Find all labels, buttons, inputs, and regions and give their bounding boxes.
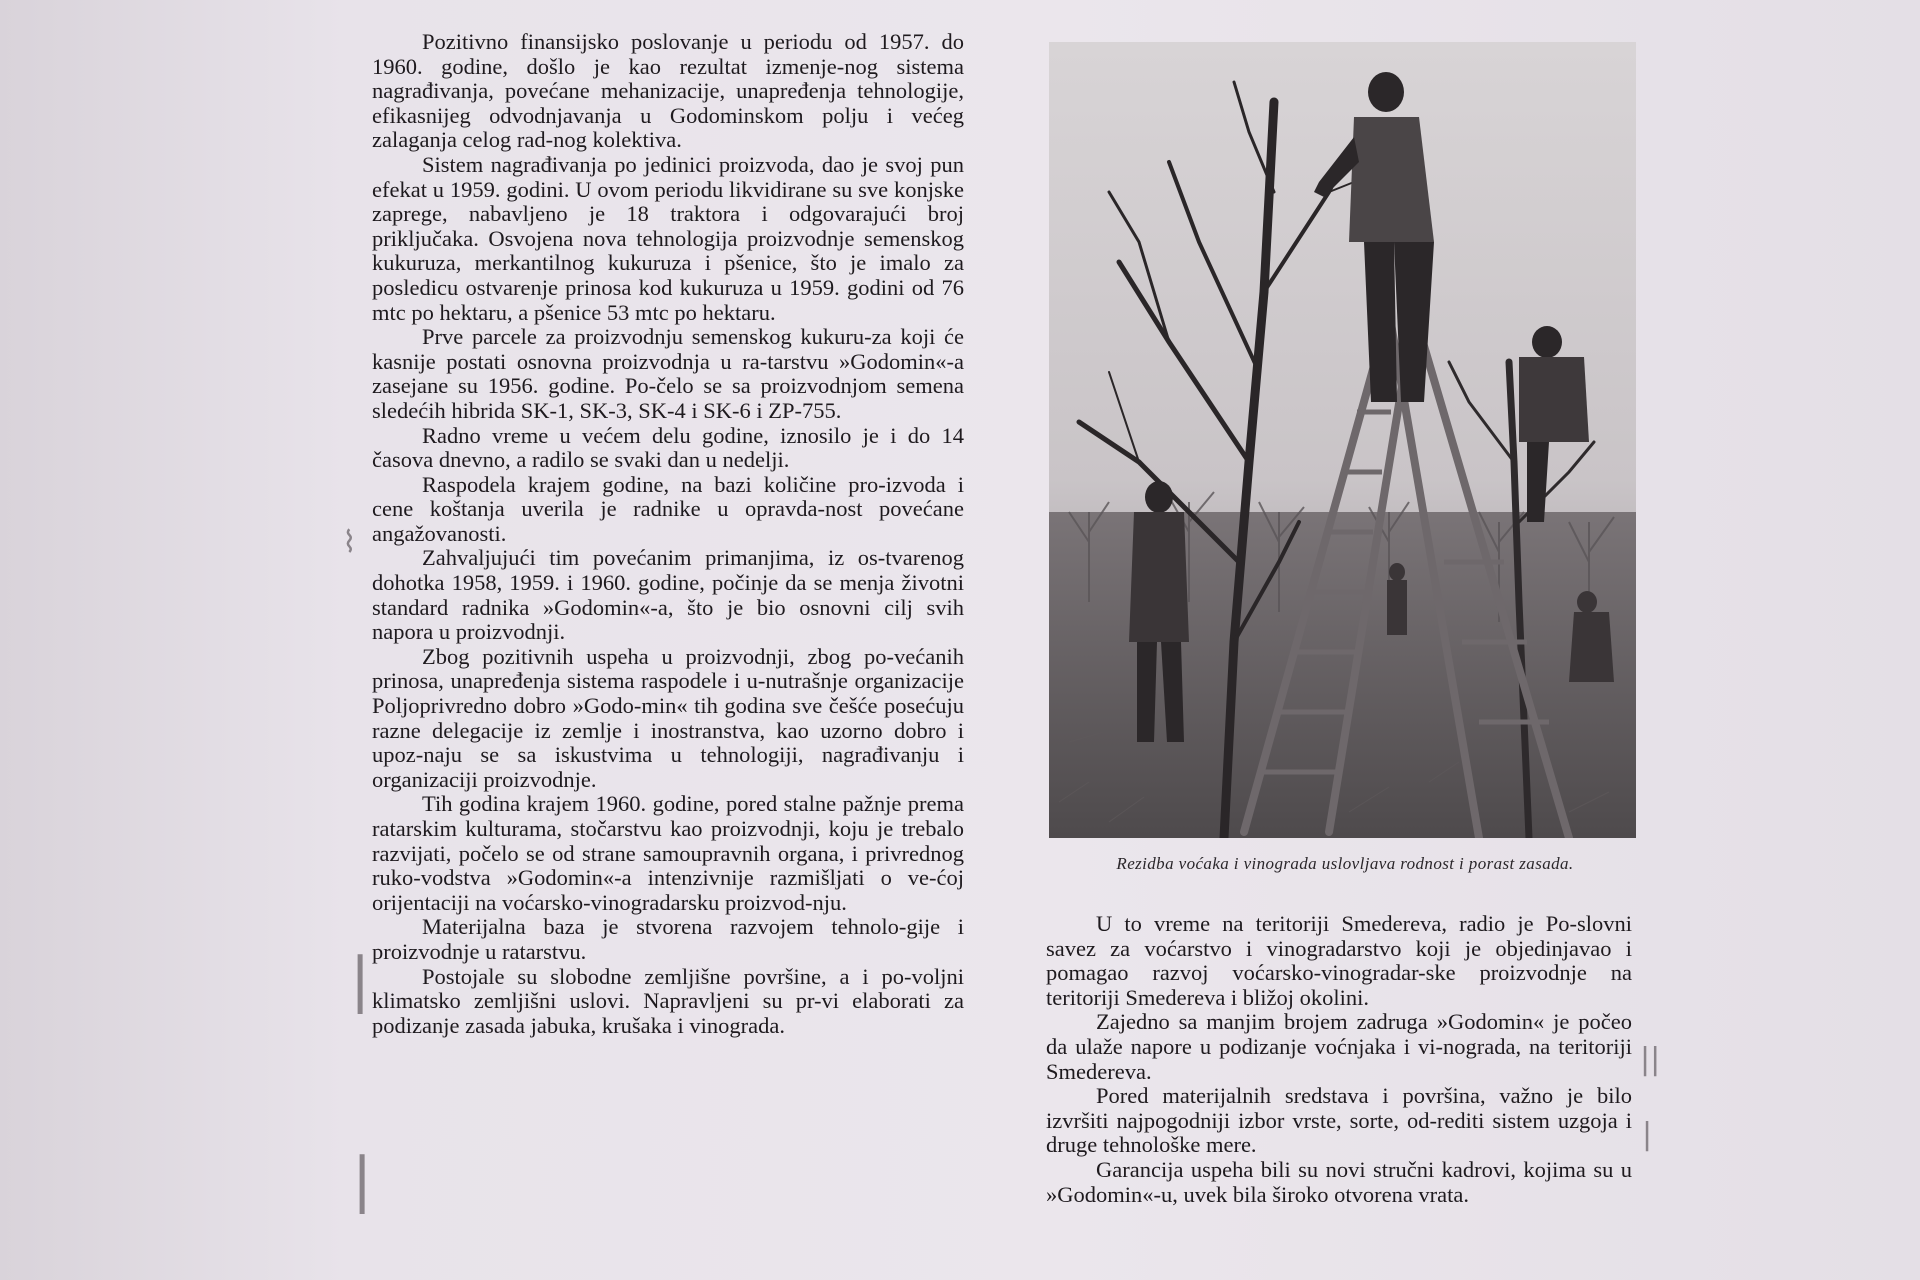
margin-pencil-mark: || bbox=[1640, 1042, 1661, 1077]
paragraph: Zbog pozitivnih uspeha u proizvodnji, zbog po-većanih prinosa, unapređenja sistema raspodele i u-nutrašnje organizacije Poljoprivredno dobro »Godo-min« tih godina sve češće posećuju razne delegacije iz zemlje i inostranstva, kao uzorno dobro i upoz-naju se sa iskustvima u tehnologiji, nagrađivanju i organizaciji proizvodnje. bbox=[372, 643, 964, 792]
paragraph: Sistem nagrađivanja po jedinici proizvoda, dao je svoj pun efekat u 1959. godini. U ovom periodu likvidirane su sve konjske zaprege, nabavljeno je 18 traktora i odgovarajući broj priključaka. Osvojena nova tehnologija proizvodnje semenskog kukuruza, merkantilnog kukuruza i pšenice, što je imalo za posledicu ostvarenje prinosa kod kukuruza u 1959. godini od 76 mtc po hektaru, a pšenice 53 mtc po hektaru. bbox=[372, 151, 964, 325]
paragraph: Prve parcele za proizvodnju semenskog kukuru-za koji će kasnije postati osnovna proizvodnja u ra-tarstvu »Godomin«-a zasejane su 1956. godine. Po-čelo se sa proizvodnjom semena sledećih hibrida SK-1, SK-3, SK-4 i SK-6 i ZP-755. bbox=[372, 324, 964, 423]
paragraph: Pozitivno finansijsko poslovanje u periodu od 1957. do 1960. godine, došlo je kao rezultat izmenje-nog sistema nagrađivanja, povećane mehanizacije, unapređenja tehnologije, efikasnijeg odvodnjavanja u Godominskom polju i većeg zalaganja celog rad-nog kolektiva. bbox=[372, 29, 964, 153]
photo-caption: Rezidba voćaka i vinograda uslovljava rodnost i porast zasada. bbox=[1116, 854, 1574, 873]
photo-illustration bbox=[1049, 42, 1636, 838]
paragraph: Postojale su slobodne zemljišne površine, a i po-voljni klimatsko zemljišni uslovi. Napravljeni su pr-vi elaborati za podizanje zasada jabuka, krušaka i vinograda. bbox=[372, 963, 964, 1038]
paragraph: U to vreme na teritoriji Smedereva, radio je Po-slovni savez za voćarstvo i vinogradarstvo koji je objedinjavao i pomagao razvoj voćarsko-vinogradar-ske proizvodnje na teritoriji Smedereva i bližoj okolini. bbox=[1046, 911, 1632, 1010]
left-text-column bbox=[372, 30, 964, 1038]
margin-pencil-mark: | bbox=[352, 1145, 373, 1215]
paragraph: Zahvaljujući tim povećanim primanjima, iz os-tvarenog dohotka 1958, 1959. i 1960. godine, počinje da se menja životni standard radnika »Godomin«-a, što je bio osnovni cilj svih napora u proizvodnji. bbox=[372, 545, 964, 645]
orchard-pruning-photo bbox=[1049, 42, 1636, 838]
paragraph: Tih godina krajem 1960. godine, pored stalne pažnje prema ratarskim kulturama, stočarstvu kao proizvodnji, koju je trebalo razvijati, počelo se od strane samoupravnih organa, i privrednog ruko-vodstva »Godomin«-a intenzivnije razmišljati o ve-ćoj orijentaciji na voćarsko-vinogradarsku proizvod-nju. bbox=[372, 791, 964, 915]
margin-pencil-mark: | bbox=[350, 945, 371, 1015]
paragraph: Garancija uspeha bili su novi stručni kadrovi, kojima su u »Godomin«-u, uvek bila široko otvorena vrata. bbox=[1046, 1156, 1632, 1207]
paragraph: Pored materijalnih sredstava i površina, važno je bilo izvršiti najpogodniji izbor vrste, sorte, od-rediti sistem uzgoja i druge tehnološke mere. bbox=[1046, 1083, 1632, 1158]
paragraph: Raspodela krajem godine, na bazi količine pro-izvoda i cene koštanja uverila je radnike u opravda-nost povećane angažovanosti. bbox=[372, 471, 964, 546]
paragraph: Radno vreme u većem delu godine, iznosilo je i do 14 časova dnevno, a radilo se svaki dan u nedelji. bbox=[372, 422, 964, 473]
margin-pencil-mark: | bbox=[1642, 1117, 1653, 1152]
margin-pencil-mark: ⌇ bbox=[342, 525, 357, 560]
paragraph: Materijalna baza je stvorena razvojem tehnolo-gije i proizvodnje u ratarstvu. bbox=[372, 914, 964, 964]
right-text-column bbox=[1046, 912, 1632, 1207]
paragraph: Zajedno sa manjim brojem zadruga »Godomin« je počeo da ulaže napore u podizanje voćnjaka i vi-nograda, na teritoriji Smedereva. bbox=[1046, 1009, 1632, 1084]
